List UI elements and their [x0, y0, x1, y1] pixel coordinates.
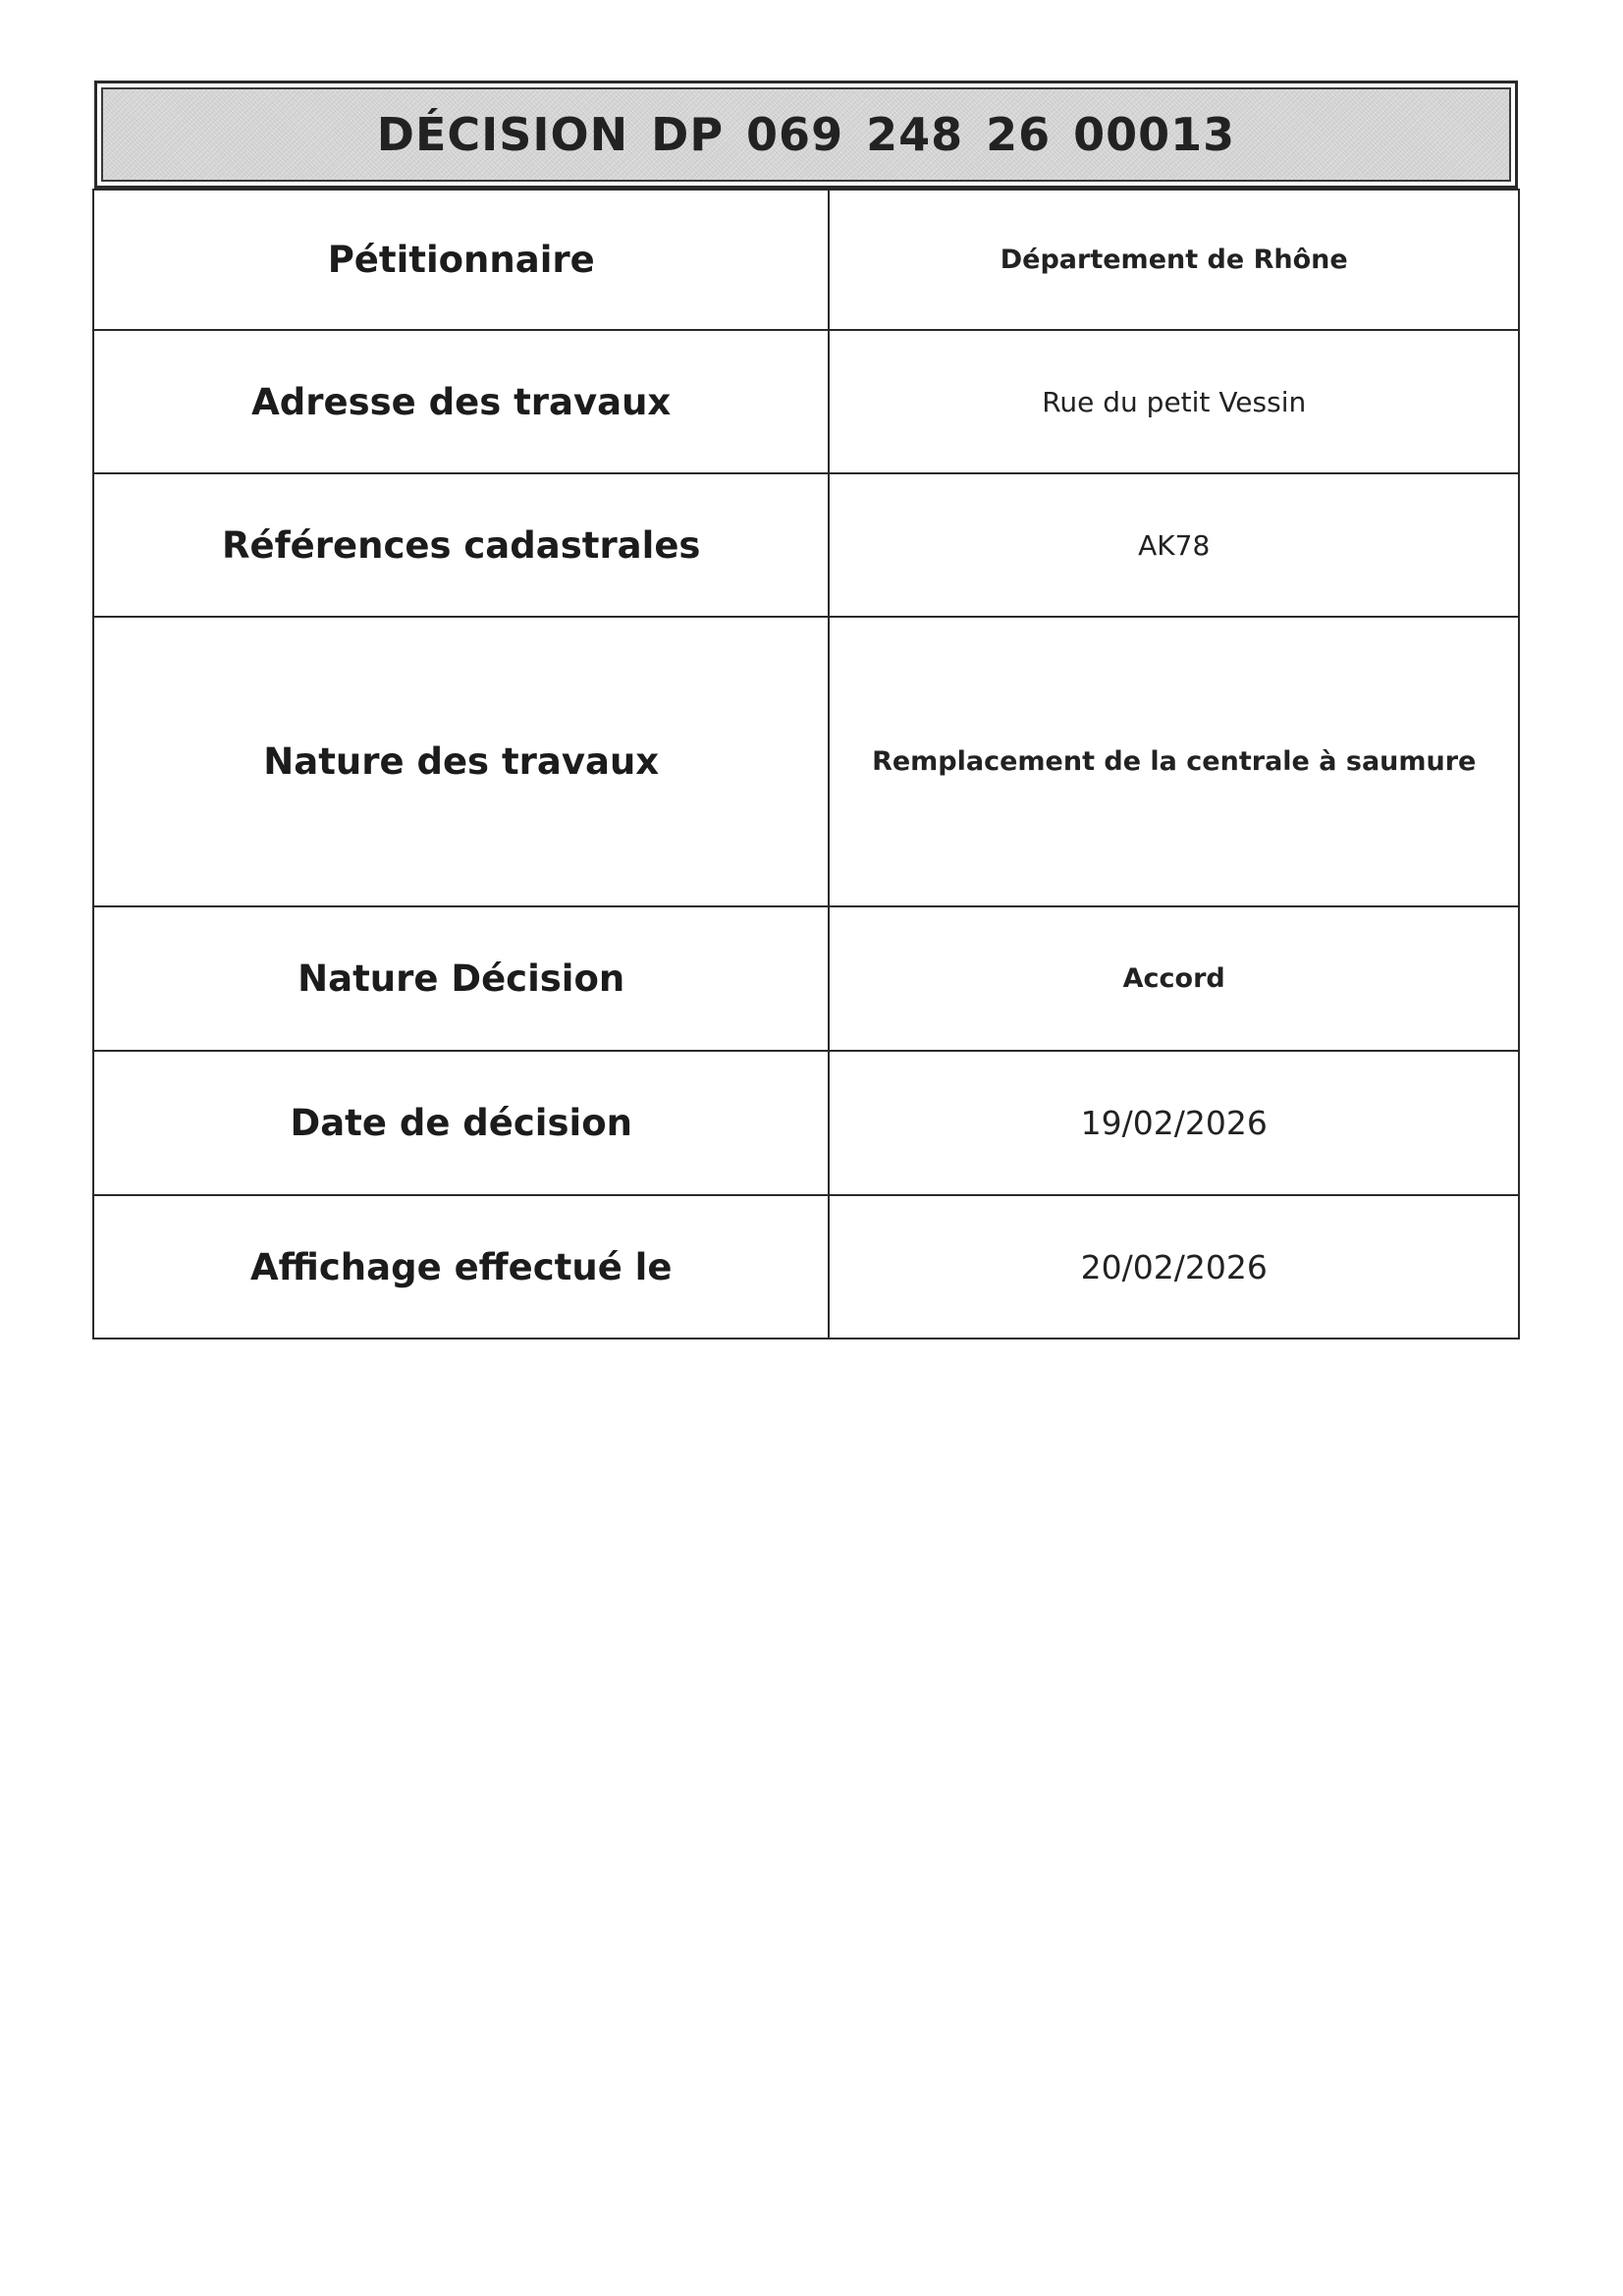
- table-row-nature-of-works: [93, 617, 1519, 906]
- row-value-cadastral-references: AK78: [829, 473, 1519, 617]
- document-title: DÉCISION DP 069 248 26 00013: [376, 108, 1236, 161]
- row-value-decision-date: 19/02/2026: [829, 1051, 1519, 1195]
- decision-info-table: [92, 189, 1520, 1339]
- row-label-work-address: Adresse des travaux: [93, 330, 829, 473]
- row-value-nature-of-works: Remplacement de la centrale à saumure: [829, 617, 1519, 906]
- row-value-petitioner: Département de Rhône: [829, 190, 1519, 330]
- table-row-petitioner: [93, 190, 1519, 330]
- title-banner-fill: [101, 87, 1511, 182]
- table-row-decision-type: [93, 906, 1519, 1051]
- table-row-work-address: [93, 330, 1519, 473]
- title-banner: [94, 81, 1518, 189]
- table-row-cadastral-references: [93, 473, 1519, 617]
- row-label-decision-type: Nature Décision: [93, 906, 829, 1051]
- row-label-petitioner: Pétitionnaire: [93, 190, 829, 330]
- row-value-decision-type: Accord: [829, 906, 1519, 1051]
- table-row-decision-date: [93, 1051, 1519, 1195]
- row-label-posting-date: Affichage effectué le: [93, 1195, 829, 1339]
- row-label-nature-of-works: Nature des travaux: [93, 617, 829, 906]
- row-value-work-address: Rue du petit Vessin: [829, 330, 1519, 473]
- table-row-posting-date: [93, 1195, 1519, 1339]
- row-label-cadastral-references: Références cadastrales: [93, 473, 829, 617]
- row-label-decision-date: Date de décision: [93, 1051, 829, 1195]
- row-value-posting-date: 20/02/2026: [829, 1195, 1519, 1339]
